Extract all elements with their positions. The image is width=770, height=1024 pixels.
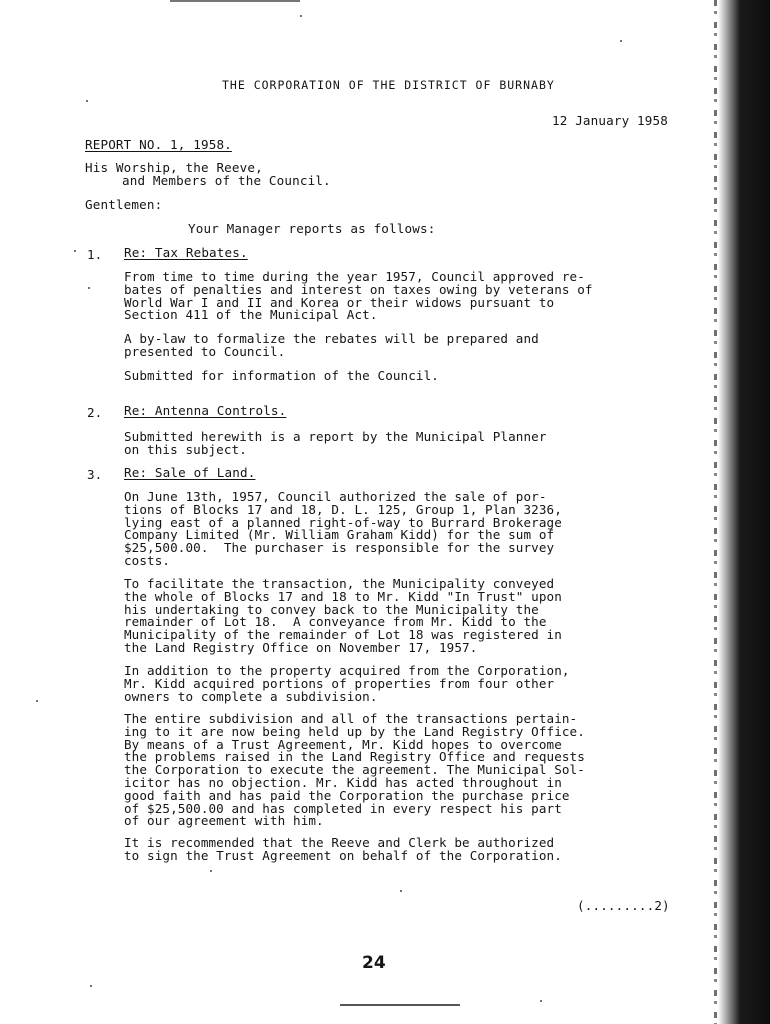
text-line: the Land Registry Office on November 17, 1957. xyxy=(124,639,478,655)
item-title: Re: Sale of Land. xyxy=(124,465,256,480)
item-paragraph xyxy=(124,713,704,828)
text-line: to sign the Trust Agreement on behalf of the Corporation. xyxy=(124,847,562,863)
text-line: Mr. Kidd acquired portions of properties from four other xyxy=(124,675,555,691)
text-line: Submitted herewith is a report by the Municipal Planner xyxy=(124,429,547,444)
report-number: REPORT NO. 1, 1958. xyxy=(85,137,232,152)
continued-marker: (.........2) xyxy=(577,898,670,913)
text-line: To facilitate the transaction, the Municipality conveyed xyxy=(124,576,555,591)
item-paragraph xyxy=(124,431,704,457)
scan-speck xyxy=(36,700,38,702)
item-paragraph xyxy=(124,837,704,863)
text-line: tions of Blocks 17 and 18, D. L. 125, Group 1, Plan 3236, xyxy=(124,501,562,517)
item-number: 3. xyxy=(87,467,103,482)
item-title: Re: Tax Rebates. xyxy=(124,245,248,260)
intro-line: Your Manager reports as follows: xyxy=(188,221,436,236)
address-line-1: His Worship, the Reeve, xyxy=(85,160,263,175)
scan-speck xyxy=(620,40,622,42)
text-line: costs. xyxy=(124,552,171,568)
item-paragraph xyxy=(124,370,704,383)
item-paragraph xyxy=(124,333,704,359)
item-title: Re: Antenna Controls. xyxy=(124,403,287,418)
text-line: lying east of a planned right-of-way to Burrard Brokerage xyxy=(124,514,562,530)
text-line: A by-law to formalize the rebates will be prepared and xyxy=(124,331,539,346)
address-line-2: and Members of the Council. xyxy=(122,173,331,188)
text-line: the whole of Blocks 17 and 18 to Mr. Kidd "In Trust" upon xyxy=(124,588,562,604)
scan-speck xyxy=(86,100,88,102)
scan-speck xyxy=(540,1000,542,1002)
report-date: 12 January 1958 xyxy=(552,113,668,128)
text-line: the problems raised in the Land Registry Office and requests xyxy=(124,749,585,765)
text-line: The entire subdivision and all of the transactions pertain- xyxy=(124,711,578,726)
item-paragraph xyxy=(124,271,704,322)
scan-bottom-mark xyxy=(340,1004,460,1006)
text-line: World War I and II and Korea or their widows pursuant to xyxy=(124,294,555,310)
page-number: 24 xyxy=(362,953,386,973)
item-paragraph xyxy=(124,665,704,703)
text-line: the Corporation to execute the agreement. The Municipal Sol- xyxy=(124,762,585,778)
item-number: 1. xyxy=(87,247,103,262)
scan-speck xyxy=(74,250,76,252)
corporation-heading: THE CORPORATION OF THE DISTRICT OF BURNABY xyxy=(222,78,555,92)
scan-speck xyxy=(88,287,90,289)
scan-speck xyxy=(300,15,302,17)
text-line: It is recommended that the Reeve and Clerk be authorized xyxy=(124,835,555,850)
text-line: Company Limited (Mr. William Graham Kidd) for the sum of xyxy=(124,527,555,543)
text-line: Municipality of the remainder of Lot 18 was registered in xyxy=(124,627,562,643)
scan-top-mark xyxy=(170,0,300,2)
text-line: his undertaking to convey back to the Municipality the xyxy=(124,601,539,617)
text-line: remainder of Lot 18. A conveyance from Mr. Kidd to the xyxy=(124,614,547,630)
text-line: presented to Council. xyxy=(124,343,286,359)
text-line: good faith and has paid the Corporation the purchase price xyxy=(124,787,570,803)
scan-speck xyxy=(400,890,402,892)
text-line: In addition to the property acquired from the Corporation, xyxy=(124,663,570,678)
item-paragraph xyxy=(124,578,704,655)
text-line: On June 13th, 1957, Council authorized the sale of por- xyxy=(124,489,547,504)
text-line: Section 411 of the Municipal Act. xyxy=(124,307,378,323)
text-line: By means of a Trust Agreement, Mr. Kidd hopes to overcome xyxy=(124,736,562,752)
item-number: 2. xyxy=(87,405,103,420)
text-line: icitor has no objection. Mr. Kidd has acted throughout in xyxy=(124,774,562,790)
text-line: on this subject. xyxy=(124,441,247,457)
text-line: Submitted for information of the Council. xyxy=(124,368,439,383)
text-line: From time to time during the year 1957, Council approved re- xyxy=(124,269,585,284)
scan-speck xyxy=(210,870,212,872)
scan-dark-edge xyxy=(700,0,770,1024)
salutation: Gentlemen: xyxy=(85,197,163,212)
text-line: of $25,500.00 and has completed in every respect his part xyxy=(124,800,562,816)
text-line: bates of penalties and interest on taxes owing by veterans of xyxy=(124,281,593,297)
scan-speck xyxy=(90,985,92,987)
text-line: owners to complete a subdivision. xyxy=(124,688,378,704)
text-line: of our agreement with him. xyxy=(124,813,324,829)
text-line: ing to it are now being held up by the Land Registry Office. xyxy=(124,723,585,739)
text-line: $25,500.00. The purchaser is responsible for the survey xyxy=(124,540,555,556)
item-paragraph xyxy=(124,491,704,568)
